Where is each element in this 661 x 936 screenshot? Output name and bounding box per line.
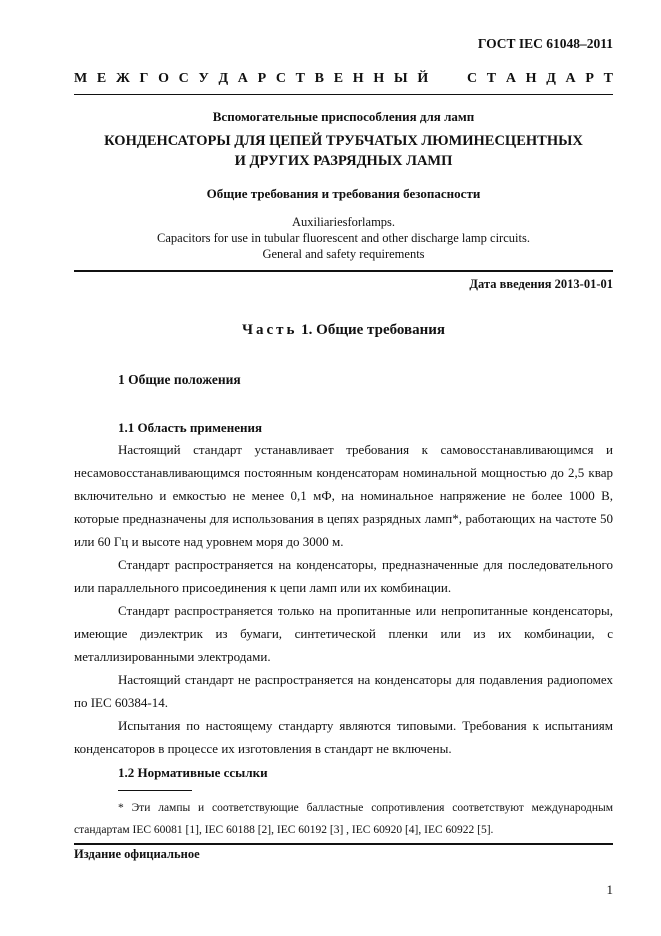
page-number: 1 xyxy=(606,882,613,897)
header-rule xyxy=(74,94,613,95)
heading-letter: А xyxy=(237,71,248,86)
heading-letter: Д xyxy=(546,71,556,86)
english-title xyxy=(74,214,613,262)
footnote-separator xyxy=(118,790,192,791)
heading-letter: С xyxy=(466,71,478,86)
part-heading xyxy=(74,322,613,339)
english-title-line-3: General and safety requirements xyxy=(262,247,425,261)
heading-letter: Ы xyxy=(393,71,408,86)
heading-letter: Н xyxy=(525,71,537,86)
section-1-heading: 1 Общие положения xyxy=(118,372,241,387)
heading-letter: Е xyxy=(333,71,344,86)
heading-letter: Т xyxy=(486,71,497,86)
scope-paragraph-3: Стандарт распространяется только на пропитанные или непропитанные конденсаторы, имеющие диэлектрик из бумаги, синтетической пленки или из их комбинации, с металлизированными электродами. xyxy=(74,603,613,664)
heading-letter: Р xyxy=(585,71,594,86)
part-word: Часть xyxy=(241,322,298,338)
heading-letter: Г xyxy=(139,71,149,86)
requirements-subtitle: Общие требования и требования безопасности xyxy=(206,186,481,201)
document-title xyxy=(74,131,613,171)
heading-letter: С xyxy=(178,71,189,86)
heading-letter: О xyxy=(158,71,169,86)
interstate-standard-heading xyxy=(74,71,613,93)
edition-label: Издание официальное xyxy=(74,847,200,861)
heading-letter: Й xyxy=(417,71,429,86)
heading-letter: У xyxy=(198,71,209,86)
part-title: 1. Общие требования xyxy=(297,322,446,338)
scope-paragraph-5: Испытания по настоящему стандарту являются типовыми. Требования к испытаниям конденсаторов в процессе их изготовления в стандарт не включены. xyxy=(74,718,613,756)
heading-letter: Р xyxy=(257,71,267,86)
heading-letter: А xyxy=(565,71,576,86)
english-title-line-1: Auxiliariesforlamps. xyxy=(291,215,396,229)
heading-letter: Д xyxy=(218,71,229,86)
scope-paragraph-4: Настоящий стандарт не распространяется на конденсаторы для подавления радиопомех по IEC 60384-14. xyxy=(74,672,613,710)
heading-letter: В xyxy=(314,71,325,86)
title-line-1: КОНДЕНСАТОРЫ ДЛЯ ЦЕПЕЙ ТРУБЧАТЫХ ЛЮМИНЕСЦЕНТНЫХ xyxy=(104,133,583,149)
document-code: ГОСТ IEC 61048–2011 xyxy=(477,36,613,51)
heading-letter: А xyxy=(505,71,516,86)
heading-letter: С xyxy=(275,71,286,86)
footnote: * Эти лампы и соответствующие балластные сопротивления соответствуют международным стандартам IEC 60081 [1], IEC 60188 [2], IEC 60192 [3] , IEC 60920 [4], IEC 60922 [5]. xyxy=(74,802,613,836)
section-1-2-heading: 1.2 Нормативные ссылки xyxy=(118,765,268,780)
heading-letter: Е xyxy=(96,71,107,86)
title-line-2: И ДРУГИХ РАЗРЯДНЫХ ЛАМП xyxy=(234,153,453,169)
heading-letter: Т xyxy=(603,71,613,86)
footer-rule xyxy=(74,843,613,845)
heading-letter: Ж xyxy=(115,71,130,86)
heading-letter: Т xyxy=(295,71,305,86)
english-title-line-2: Capacitors for use in tubular fluorescent and other discharge lamp circuits. xyxy=(157,231,530,245)
heading-letter: М xyxy=(74,71,88,86)
heading-letter: Н xyxy=(352,71,364,86)
heading-letter: Н xyxy=(373,71,385,86)
section-1-1-heading: 1.1 Область применения xyxy=(118,420,262,435)
document-subtitle: Вспомогательные приспособления для ламп xyxy=(212,109,475,124)
introduction-date: Дата введения 2013-01-01 xyxy=(469,277,613,291)
scope-paragraph-1: Настоящий стандарт устанавливает требования к самовосстанавливающимся и несамовосстанавливающимся постоянным конденсаторам номинальной мощностью до 2,5 квар включительно и емкостью не менее 0,1 мФ, на номинальное напряжение не более 1000 В, которые предназначены для использования в цепях разрядных ламп*, работающих на частоте 50 или 60 Гц и высоте над уровнем моря до 3000 м. xyxy=(74,442,613,549)
scope-paragraph-2: Стандарт распространяется на конденсаторы, предназначенные для последовательного или параллельного присоединения к цепи ламп или их комбинации. xyxy=(74,557,613,595)
title-block-rule xyxy=(74,270,613,272)
